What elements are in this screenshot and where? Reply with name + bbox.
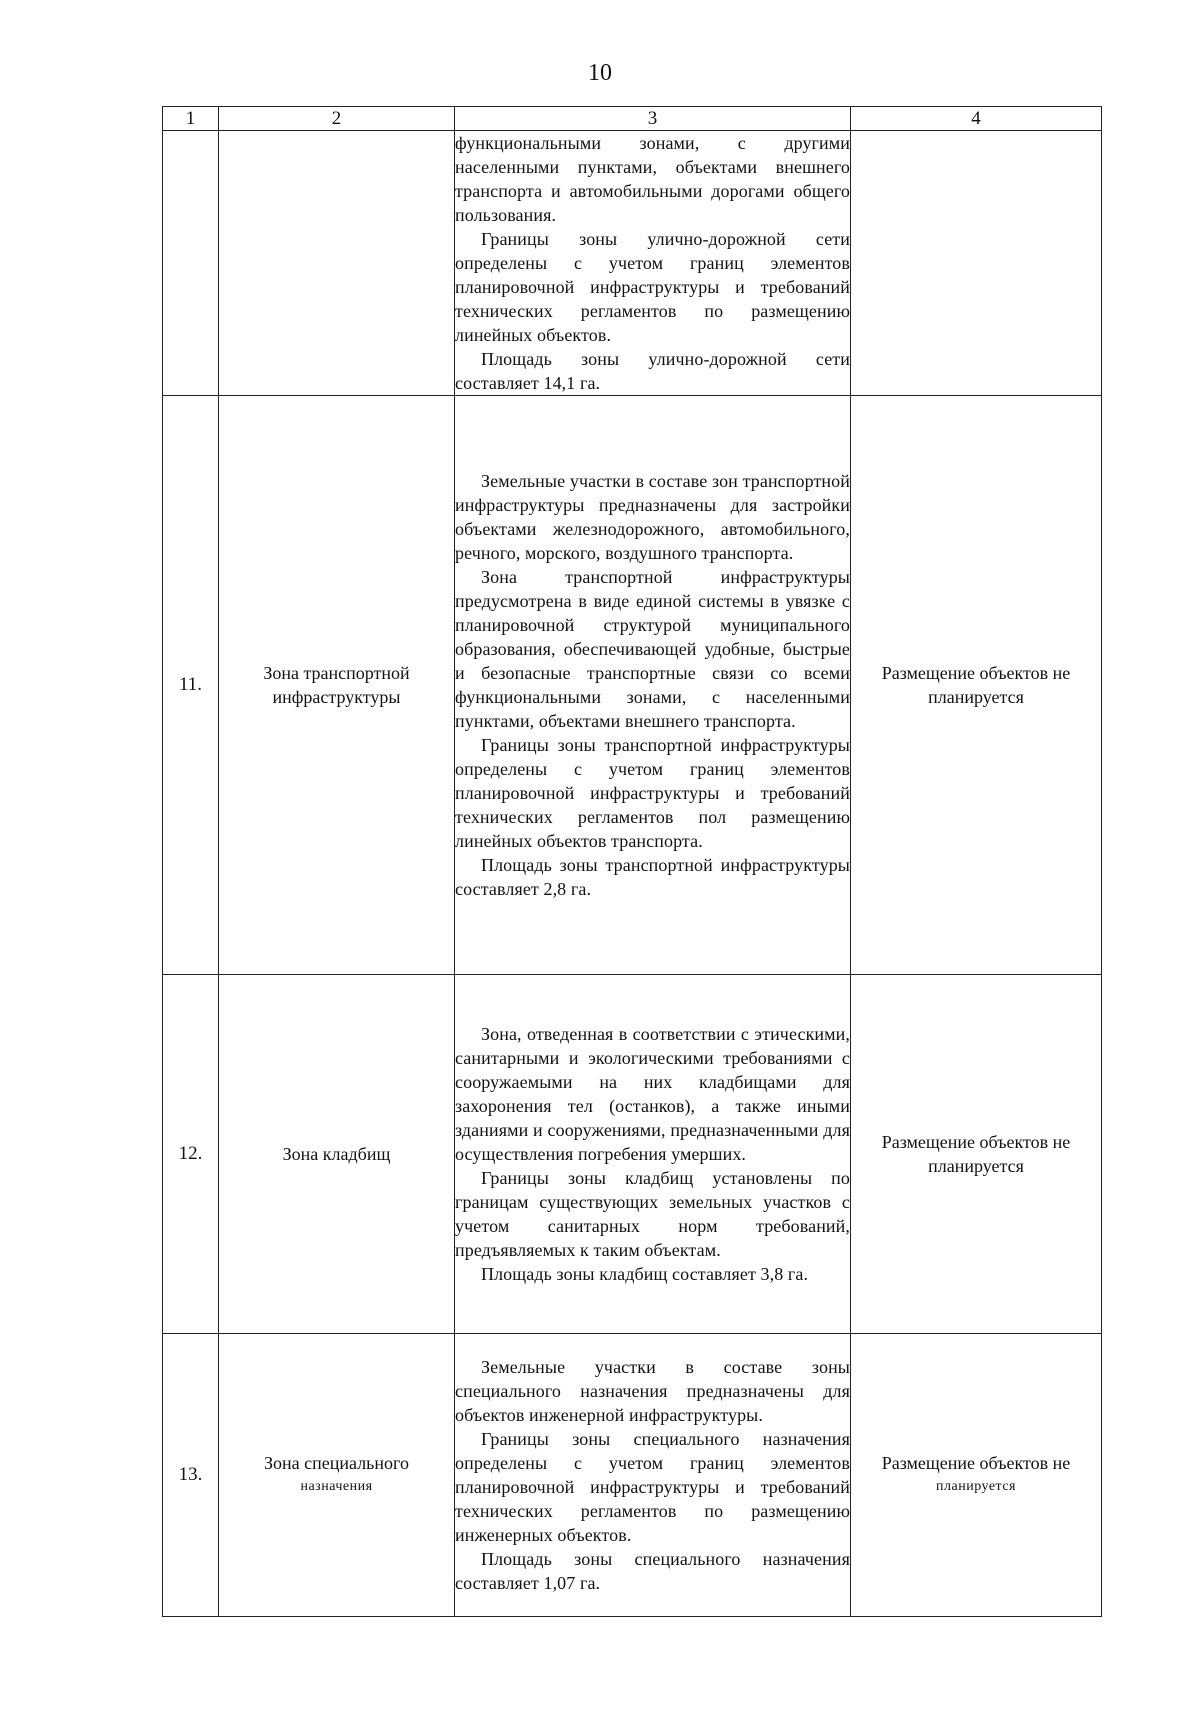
row-number (163, 131, 219, 396)
plan-text-line: планируется (936, 1479, 1016, 1494)
table-header-row (163, 107, 1102, 131)
header-col-3: 3 (455, 107, 851, 131)
row-number: 13. (163, 1334, 219, 1617)
header-col-1: 1 (163, 107, 219, 131)
table-row (163, 975, 1102, 1334)
zone-description (455, 975, 851, 1334)
row-number: 12. (163, 975, 219, 1334)
description-paragraph: Площадь зоны кладбищ составляет 3,8 га. (481, 1264, 809, 1284)
zone-name (219, 131, 455, 396)
header-col-4: 4 (851, 107, 1102, 131)
description-paragraph: Границы зоны транспортной инфраструктуры определены с учетом границ элементов планировочной инфраструктуры и требований технических регламентов пол размещению линейных объектов транспорта. (455, 735, 850, 851)
plan-text-line: планируется (928, 1156, 1024, 1176)
zone-name (219, 975, 455, 1334)
zone-name-line: Зона специального (264, 1453, 409, 1473)
description-paragraph: Площадь зоны транспортной инфраструктуры составляет 2,8 га. (455, 855, 850, 899)
description-paragraph: Земельные участки в составе зон транспортной инфраструктуры предназначены для застройки объектами железнодорожного, автомобильного, речного, морского, воздушного транспорта. (455, 471, 850, 563)
plan-cell (851, 1334, 1102, 1617)
header-col-2: 2 (219, 107, 455, 131)
zone-name-line: Зона транспортной (263, 663, 410, 683)
description-paragraph: Границы зоны улично-дорожной сети определены с учетом границ элементов планировочной инфраструктуры и требований технических регламентов по размещению линейных объектов. (455, 229, 850, 345)
zone-name-line: инфраструктуры (272, 687, 401, 707)
description-paragraph: Площадь зоны специального назначения составляет 1,07 га. (455, 1549, 850, 1593)
table-row (163, 1334, 1102, 1617)
zone-name-line: Зона кладбищ (282, 1144, 391, 1164)
plan-cell (851, 396, 1102, 975)
zone-description (455, 1334, 851, 1617)
table-row (163, 396, 1102, 975)
zone-name (219, 396, 455, 975)
zone-description (455, 396, 851, 975)
description-paragraph: функциональными зонами, с другими населенными пунктами, объектами внешнего транспорта и автомобильными дорогами общего пользования. (455, 133, 850, 225)
plan-text-line: планируется (928, 687, 1024, 707)
description-paragraph: Границы зоны специального назначения определены с учетом границ элементов планировочной инфраструктуры и требований технических регламентов по размещению инженерных объектов. (455, 1429, 850, 1545)
description-paragraph: Зона, отведенная в соответствии с этическими, санитарными и экологическими требованиями с сооружаемыми на них кладбищами для захоронения тел (останков), а также иными зданиями и сооружениями, предназначенными для осуществления погребения умерших. (455, 1024, 850, 1164)
zone-description (455, 131, 851, 396)
description-paragraph: Зона транспортной инфраструктуры предусмотрена в виде единой системы в увязке с планировочной структурой муниципального образования, обеспечивающей удобные, быстрые и безопасные транспортные связи со всеми функциональными зонами, с населенными пунктами, объектами внешнего транспорта. (455, 567, 850, 731)
plan-text-line: Размещение объектов не (881, 663, 1071, 683)
description-paragraph: Земельные участки в составе зоны специального назначения предназначены для объектов инженерной инфраструктуры. (455, 1357, 850, 1425)
row-number: 11. (163, 396, 219, 975)
plan-cell (851, 975, 1102, 1334)
description-paragraph: Площадь зоны улично-дорожной сети составляет 14,1 га. (455, 349, 850, 393)
plan-cell (851, 131, 1102, 396)
zone-name (219, 1334, 455, 1617)
description-paragraph: Границы зоны кладбищ установлены по границам существующих земельных участков с учетом санитарных норм требований, предъявляемых к таким объектам. (455, 1168, 850, 1260)
table-row (163, 131, 1102, 396)
zones-table (162, 106, 1102, 1617)
zone-name-line: назначения (300, 1479, 373, 1494)
plan-text-line: Размещение объектов не (881, 1453, 1071, 1473)
plan-text-line: Размещение объектов не (881, 1132, 1071, 1152)
page-number: 10 (588, 60, 612, 86)
